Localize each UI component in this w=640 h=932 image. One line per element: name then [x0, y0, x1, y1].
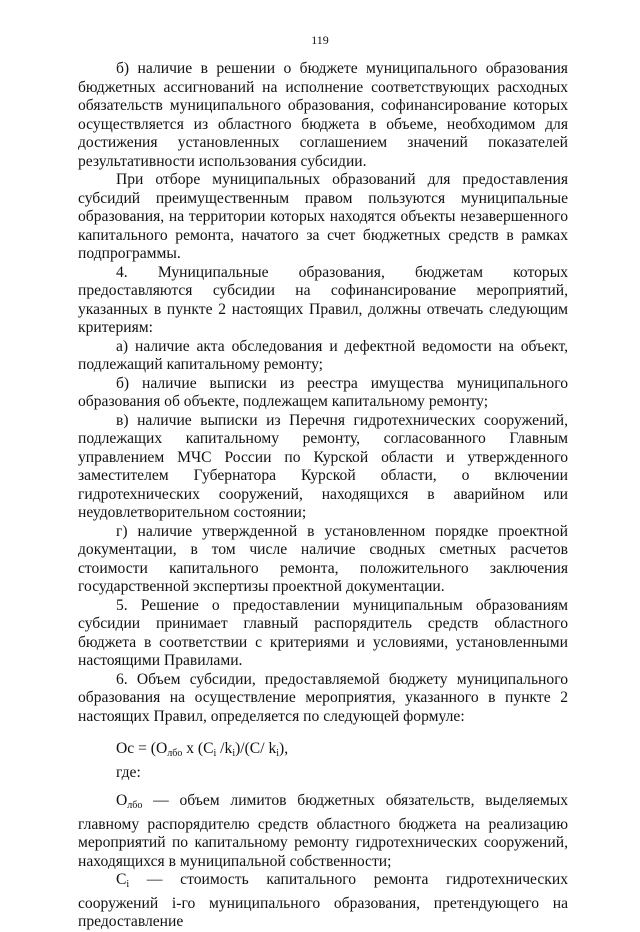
page-number: 119	[311, 33, 329, 47]
paragraph-6-volume: 6. Объем субсидии, предоставляемой бюджету муниципального образования на осуществление мероприятия, указанного в пункте 2 настоящих Правил, определяется по следующей формуле:	[78, 670, 568, 725]
criterion-a: а) наличие акта обследования и дефектной ведомости на объект, подлежащий капитальному ремонту;	[78, 337, 568, 373]
definition-c-i	[78, 871, 568, 932]
formula-where-label: где:	[116, 763, 141, 781]
subsidy-formula	[78, 740, 568, 764]
paragraph-4-criteria: 4. Муниципальные образования, бюджетам которых предоставляются субсидии на софинансирование мероприятий, указанных в пункте 2 настоящих Правил, должны отвечать следующим критериям:	[78, 263, 568, 336]
definition-symbol-subscript: лбо	[127, 800, 143, 811]
definition-text: — объем лимитов бюджетных обязательств, выделяемых главному распорядителю средств областного бюджета на реализацию мероприятий по капитальному ремонту гидротехнических сооружений, находящихся в муниципальной собственности;	[78, 792, 568, 870]
formula-subscript: i	[276, 748, 280, 759]
definition-symbol: C	[116, 871, 127, 888]
formula-part: ),	[279, 740, 289, 757]
definition-text: — стоимость капитального ремонта гидротехнических сооружений i-го муниципального образования, претендующего на предоставление	[78, 871, 568, 930]
criterion-v: в) наличие выписки из Перечня гидротехнических сооружений, подлежащих капитальному ремонту, согласованного Главным управлением МЧС России по Курской области и утвержденного заместителем Губернатора Курской области, о включении гидротехнических сооружений, находящихся в аварийном или неудовлетворительном состоянии;	[78, 411, 568, 521]
formula-subscript: i	[232, 748, 236, 759]
paragraph-b-budget: б) наличие в решении о бюджете муниципального образования бюджетных ассигнований на исполнение соответствующих расходных обязательств муниципального образования, софинансирование которых осуществляется из областного бюджета в объеме, необходимом для достижения установленных соглашением значений показателей результативности использования субсидии.	[78, 60, 568, 170]
formula-part: /k	[216, 740, 233, 757]
definition-o-lbo	[78, 792, 568, 871]
formula-part: х (C	[182, 740, 214, 757]
formula-subscript: лбо	[167, 748, 183, 759]
paragraph-5-decision: 5. Решение о предоставлении муниципальным образованиям субсидии принимает главный распорядитель средств областного бюджета в соответствии с критериями и условиями, установленными настоящими Правилами.	[78, 596, 568, 669]
document-body	[78, 60, 568, 932]
definition-symbol-subscript: i	[126, 879, 130, 890]
definition-symbol: О	[116, 792, 128, 809]
paragraph-selection-priority: При отборе муниципальных образований для предоставления субсидий преимущественным правом пользуются муниципальные образования, на территории которых находятся объекты незавершенного капитального ремонта, начатого за счет бюджетных средств в рамках подпрограммы.	[78, 171, 568, 262]
formula-part: )/(C/ k	[235, 740, 277, 757]
formula-subscript: i	[213, 748, 217, 759]
criterion-b: б) наличие выписки из реестра имущества муниципального образования об объекте, подлежащем капитальному ремонту;	[78, 374, 568, 410]
formula-part: Ос = (О	[116, 740, 168, 757]
criterion-g: г) наличие утвержденной в установленном порядке проектной документации, в том числе наличие сводных сметных расчетов стоимости капитального ремонта, положительного заключения государственной экспертизы проектной документации.	[78, 522, 568, 595]
